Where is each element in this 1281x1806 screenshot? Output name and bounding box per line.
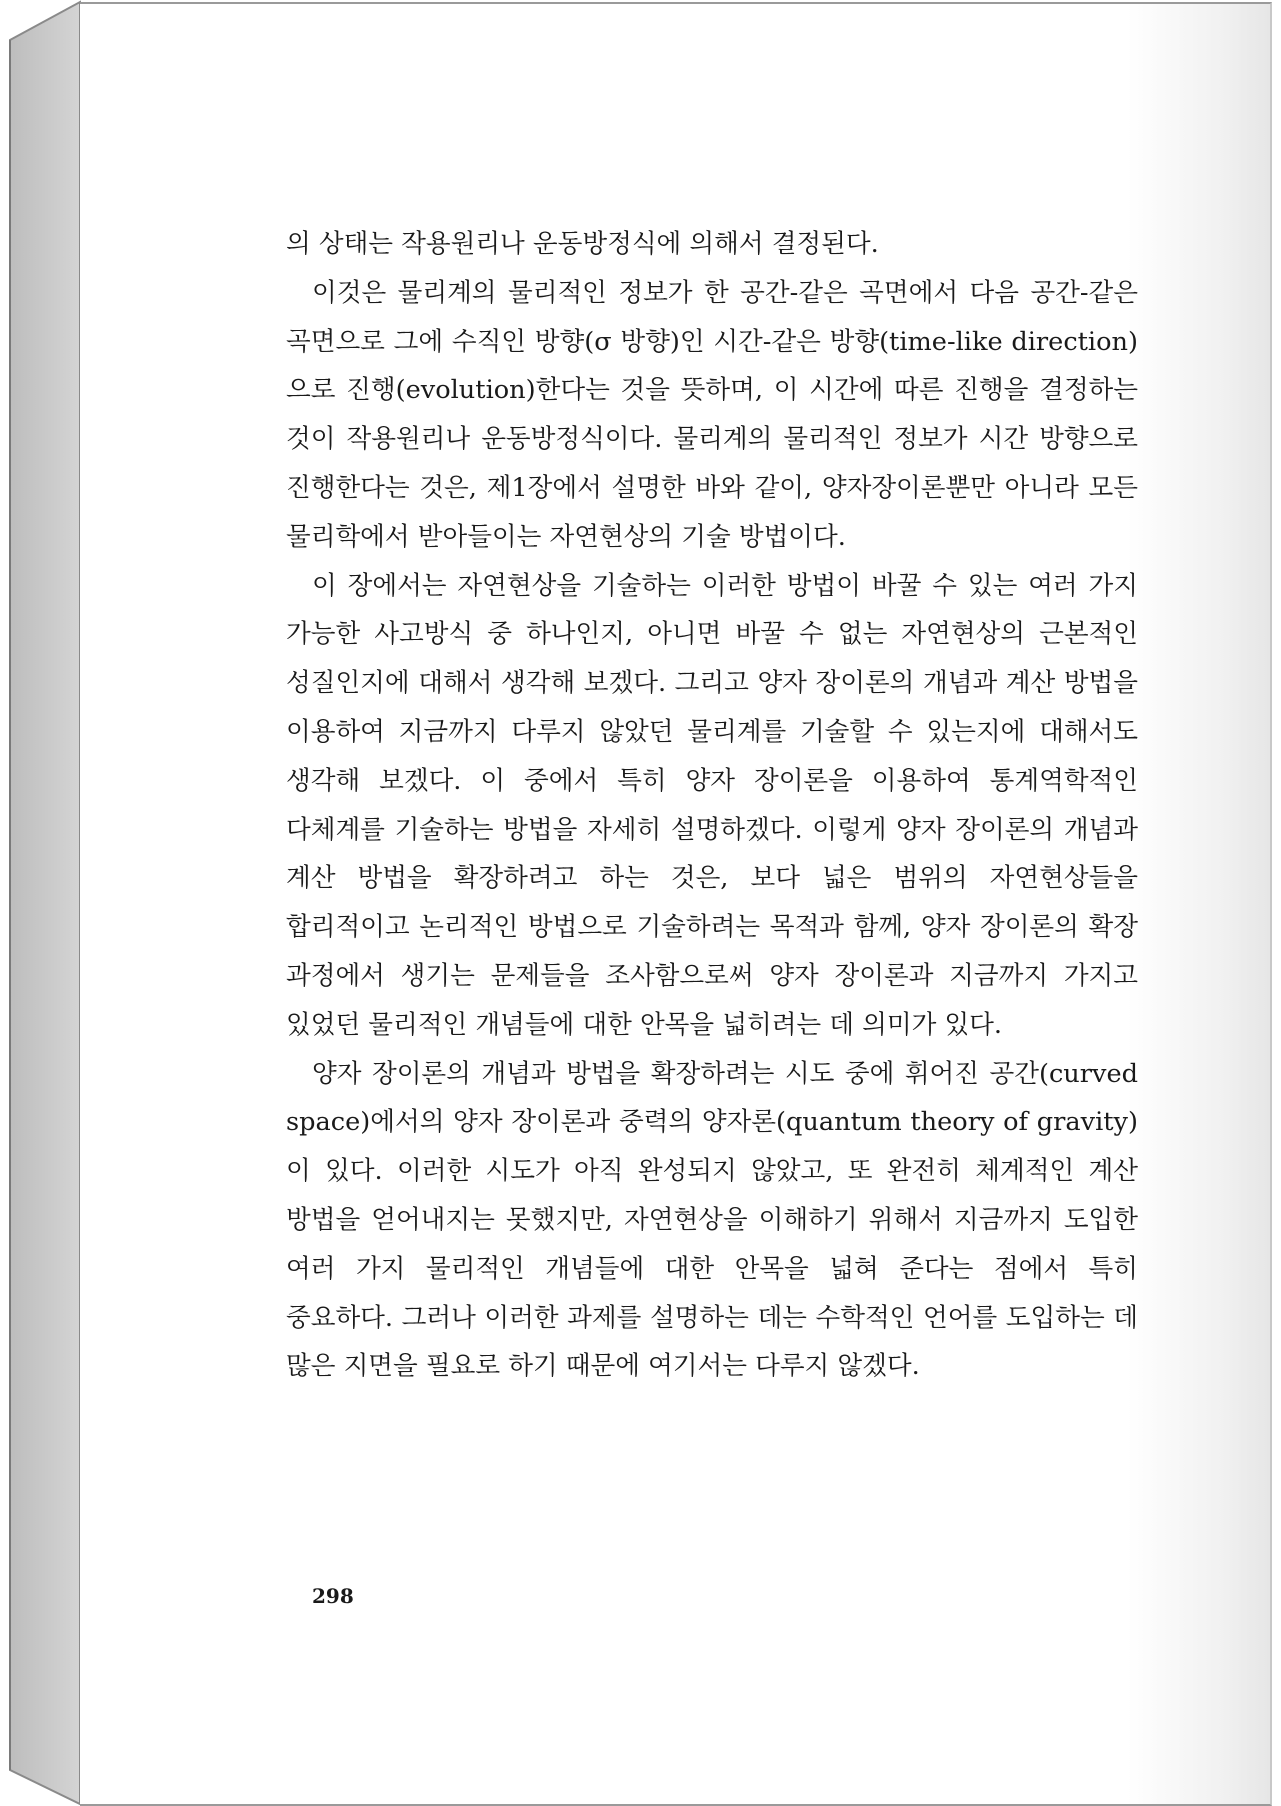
paragraph: 이것은 물리계의 물리적인 정보가 한 공간-같은 곡면에서 다음 공간-같은 곡면으로 그에 수직인 방향(σ 방향)인 시간-같은 방향(time-like direction)으로 진행(evolution)한다는 것을 뜻하며, 이 시간에 따른 진행을 결정하는 것이 작용원리나 운동방정식이다. 물리계의 물리적인 정보가 시간 방향으로 진행한다는 것은, 제1장에서 설명한 바와 같이, 양자장이론뿐만 아니라 모든 물리학에서 받아들이는 자연현상의 기술 방법이다. <box>286 277 1138 552</box>
paragraph: 의 상태는 작용원리나 운동방정식에 의해서 결정된다. <box>286 229 879 259</box>
body-text <box>286 220 1138 1391</box>
paragraph: 양자 장이론의 개념과 방법을 확장하려는 시도 중에 휘어진 공간(curved space)에서의 양자 장이론과 중력의 양자론(quantum theory of gravity)이 있다. 이러한 시도가 아직 완성되지 않았고, 또 완전히 체계적인 계산 방법을 얻어내지는 못했지만, 자연현상을 이해하기 위해서 지금까지 도입한 여러 가지 물리적인 개념들에 대한 안목을 넓혀 준다는 점에서 특히 중요하다. 그러나 이러한 과제를 설명하는 데는 수학적인 언어를 도입하는 데 많은 지면을 필요로 하기 때문에 여기서는 다루지 않겠다. <box>286 1058 1138 1382</box>
paragraph: 이 장에서는 자연현상을 기술하는 이러한 방법이 바꿀 수 있는 여러 가지 가능한 사고방식 중 하나인지, 아니면 바꿀 수 없는 자연현상의 근본적인 성질인지에 대해서 생각해 보겠다. 그리고 양자 장이론의 개념과 계산 방법을 이용하여 지금까지 다루지 않았던 물리계를 기술할 수 있는지에 대해서도 생각해 보겠다. 이 중에서 특히 양자 장이론을 이용하여 통계역학적인 다체계를 기술하는 방법을 자세히 설명하겠다. 이렇게 양자 장이론의 개념과 계산 방법을 확장하려고 하는 것은, 보다 넓은 범위의 자연현상들을 합리적이고 논리적인 방법으로 기술하려는 목적과 함께, 양자 장이론의 확장 과정에서 생기는 문제들을 조사함으로써 양자 장이론과 지금까지 가지고 있었던 물리적인 개념들에 대한 안목을 넓히려는 데 의미가 있다. <box>286 570 1138 1040</box>
page-number: 298 <box>312 1584 354 1608</box>
